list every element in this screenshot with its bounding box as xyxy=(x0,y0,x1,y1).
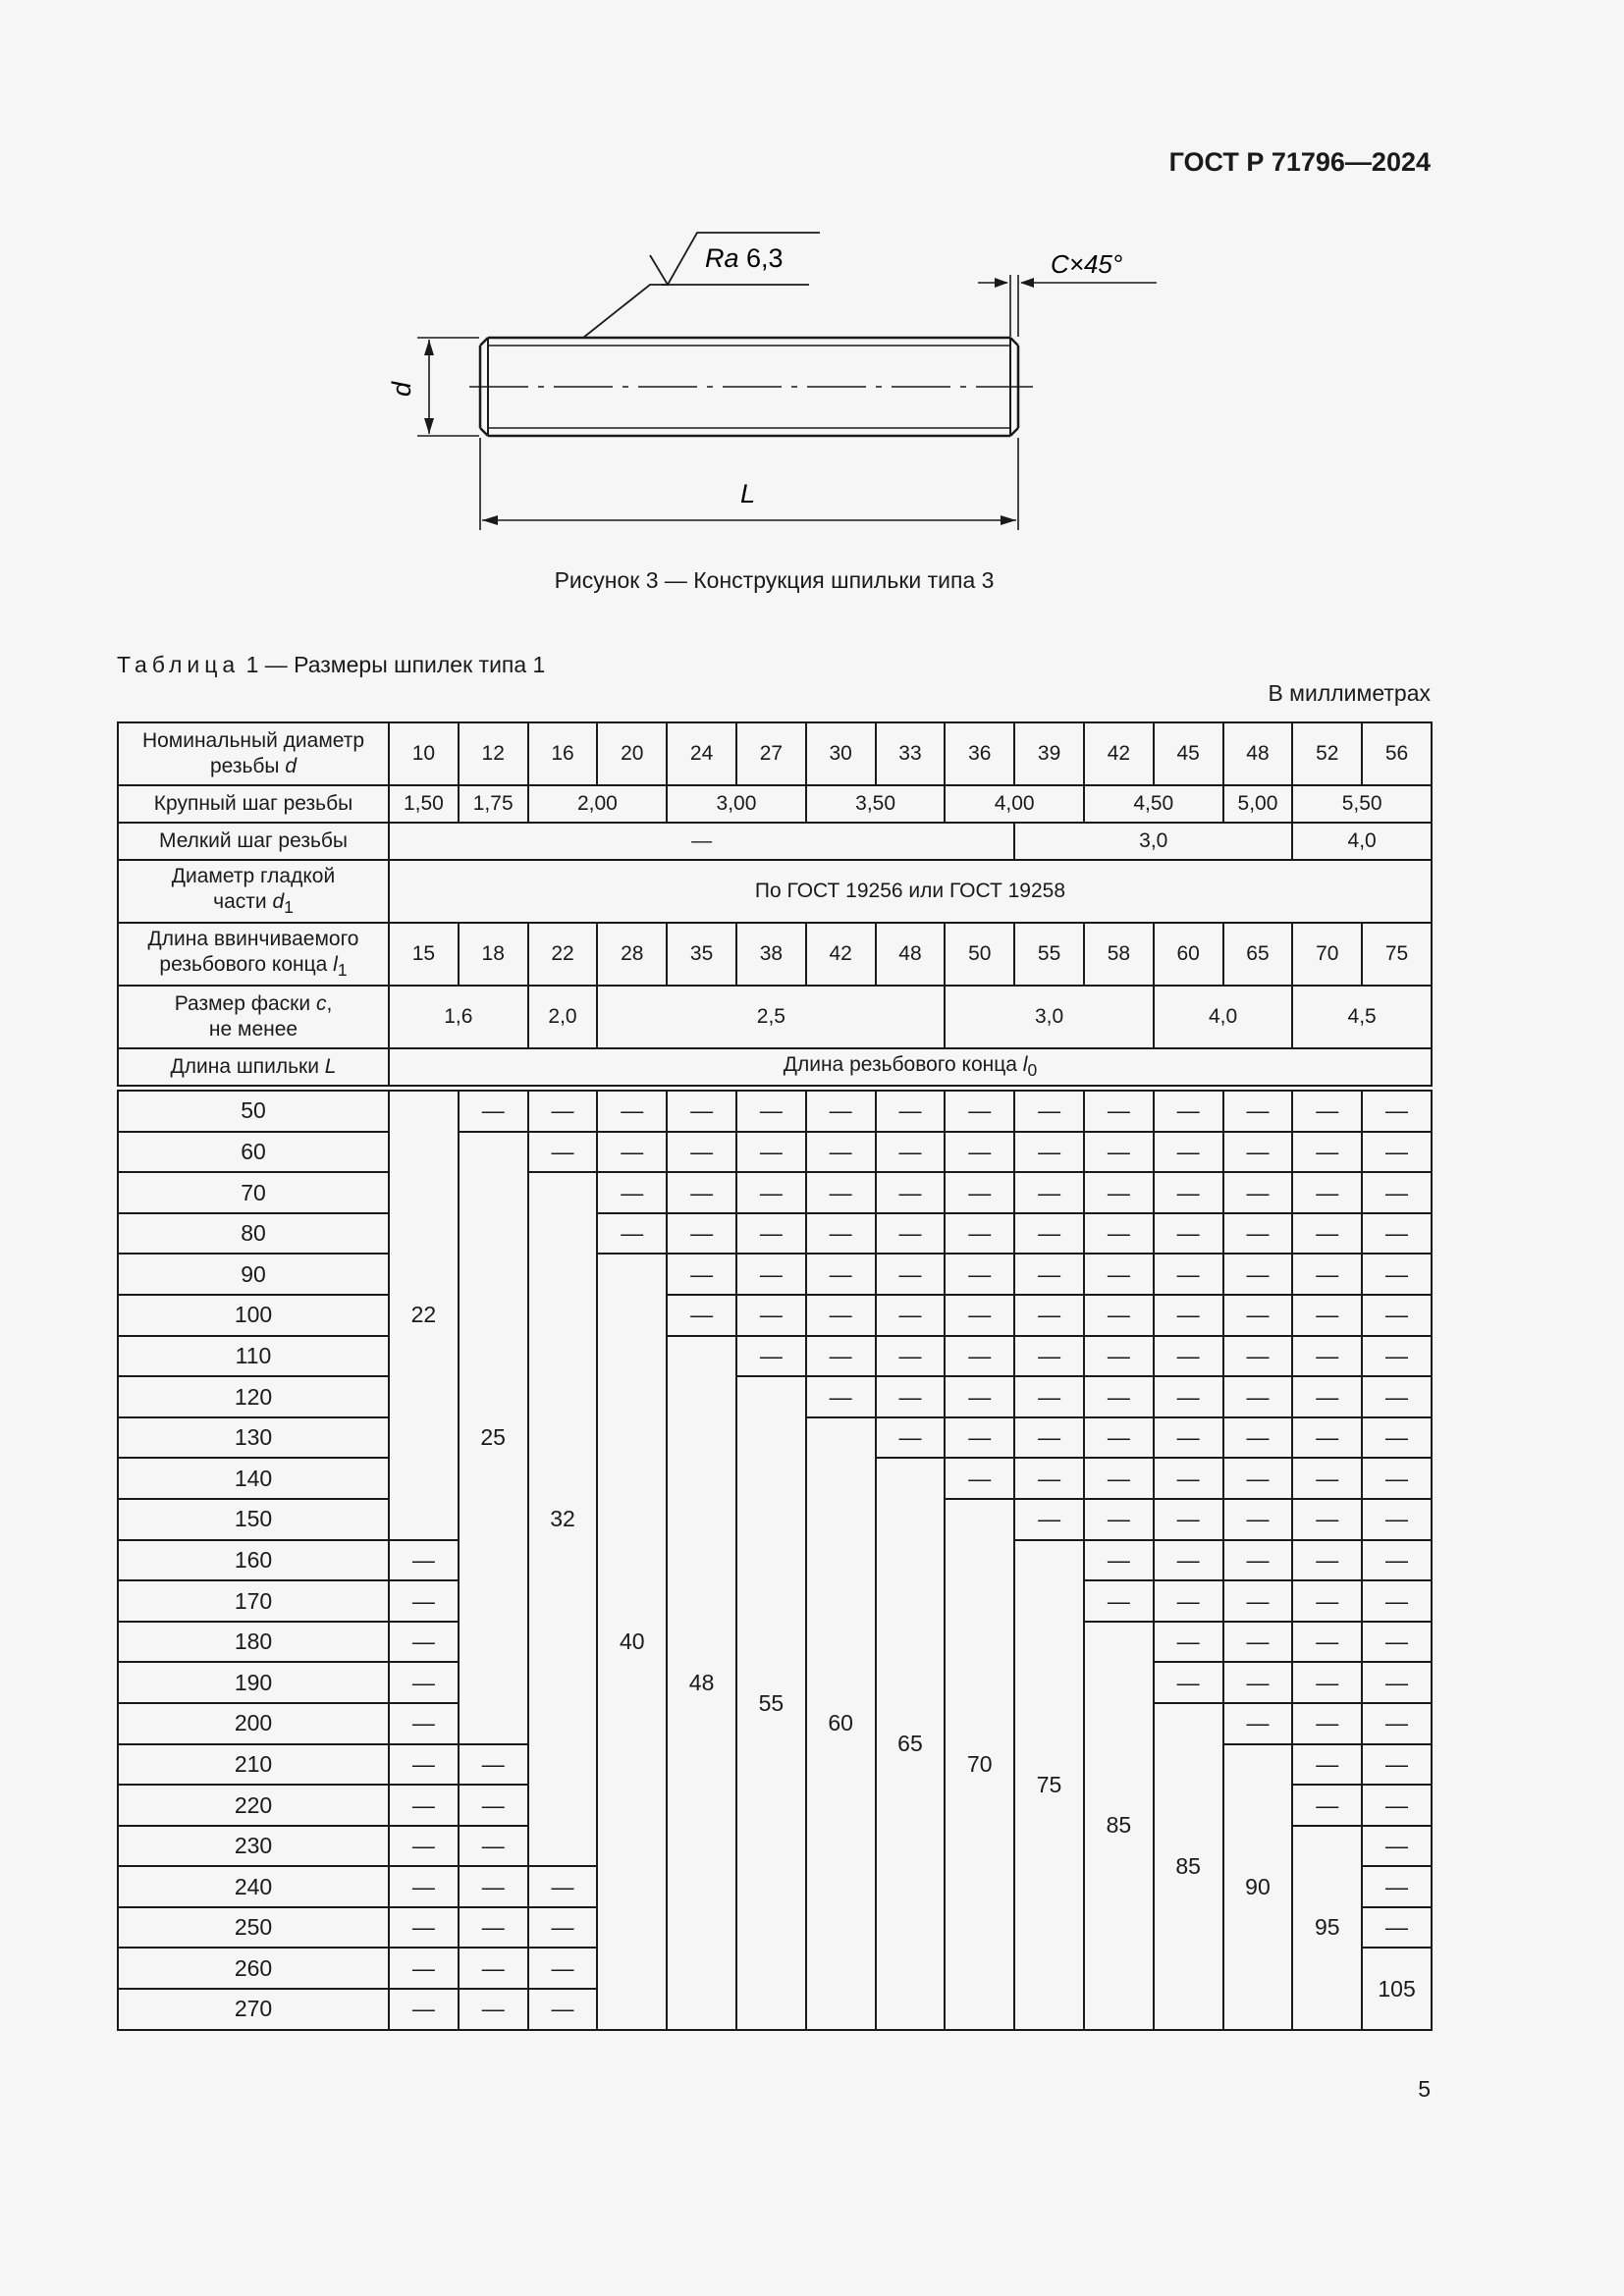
dash-cell: — xyxy=(1014,1417,1084,1459)
dash-cell: — xyxy=(1154,1458,1223,1499)
dash-cell: — xyxy=(1223,1458,1293,1499)
dash-cell: — xyxy=(1014,1254,1084,1295)
roughness-prefix: Ra xyxy=(705,243,739,273)
dash-cell: — xyxy=(1014,1132,1084,1173)
dash-cell: — xyxy=(459,1948,528,1989)
stud-length-cell: 110 xyxy=(118,1336,389,1377)
dash-cell: — xyxy=(1362,1213,1432,1255)
thread-length-cell: 48 xyxy=(667,1336,736,2030)
screw-in-length-cell: 18 xyxy=(459,923,528,986)
thread-length-cell: 40 xyxy=(597,1254,667,2029)
stud-dimensions-table xyxy=(117,721,1433,2031)
stud-length-cell: 130 xyxy=(118,1417,389,1459)
diameter-cell: 24 xyxy=(667,722,736,785)
dash-cell: — xyxy=(1362,1091,1432,1132)
dash-cell: — xyxy=(389,1744,459,1786)
smooth-diameter-cell: По ГОСТ 19256 или ГОСТ 19258 xyxy=(389,860,1432,923)
dash-cell: — xyxy=(876,1336,946,1377)
length-label: L xyxy=(740,479,756,508)
dash-cell: — xyxy=(459,1091,528,1132)
dash-cell: — xyxy=(1084,1580,1154,1622)
dash-cell: — xyxy=(1292,1458,1362,1499)
dash-cell: — xyxy=(1154,1376,1223,1417)
diameter-cell: 56 xyxy=(1362,722,1432,785)
dash-cell: — xyxy=(1223,1417,1293,1459)
chamfer-cell: 3,0 xyxy=(945,986,1153,1048)
dash-cell: — xyxy=(1292,1622,1362,1663)
dash-cell: — xyxy=(459,1907,528,1949)
dash-cell: — xyxy=(1292,1376,1362,1417)
dash-cell: — xyxy=(528,1132,598,1173)
dash-cell: — xyxy=(1084,1172,1154,1213)
row-label-nominal-diameter: Номинальный диаметр резьбы d xyxy=(118,722,389,785)
dash-cell: — xyxy=(528,1091,598,1132)
thread-length-cell: 25 xyxy=(459,1132,528,1744)
stud-length-cell: 60 xyxy=(118,1132,389,1173)
dash-cell: — xyxy=(806,1376,876,1417)
dash-cell: — xyxy=(389,1703,459,1744)
dash-cell: — xyxy=(1014,1295,1084,1336)
dash-cell: — xyxy=(1223,1295,1293,1336)
dash-cell: — xyxy=(945,1213,1014,1255)
coarse-pitch-cell: 3,00 xyxy=(667,785,806,823)
dash-cell: — xyxy=(389,1662,459,1703)
dash-cell: — xyxy=(1154,1254,1223,1295)
dash-cell: — xyxy=(667,1091,736,1132)
dash-cell: — xyxy=(1292,1213,1362,1255)
thread-length-cell: 105 xyxy=(1362,1948,1432,2029)
diameter-cell: 16 xyxy=(528,722,598,785)
dash-cell: — xyxy=(1223,1580,1293,1622)
screw-in-length-cell: 28 xyxy=(597,923,667,986)
chamfer-label: C×45° xyxy=(1051,249,1123,279)
dash-cell: — xyxy=(1084,1540,1154,1581)
dash-cell: — xyxy=(1362,1499,1432,1540)
dash-cell: — xyxy=(1223,1540,1293,1581)
stud-length-cell: 80 xyxy=(118,1213,389,1255)
dash-cell: — xyxy=(1084,1336,1154,1377)
dash-cell: — xyxy=(1292,1744,1362,1786)
table-title-word: Таблица xyxy=(117,652,241,677)
coarse-pitch-cell: 2,00 xyxy=(528,785,668,823)
screw-in-length-cell: 60 xyxy=(1154,923,1223,986)
dash-cell: — xyxy=(1292,1132,1362,1173)
dash-cell: — xyxy=(1362,1417,1432,1459)
dash-cell: — xyxy=(806,1336,876,1377)
dash-cell: — xyxy=(736,1254,806,1295)
dash-cell: — xyxy=(667,1132,736,1173)
dash-cell: — xyxy=(597,1172,667,1213)
row-label-fine-pitch: Мелкий шаг резьбы xyxy=(118,823,389,860)
dash-cell: — xyxy=(1362,1295,1432,1336)
diameter-cell: 39 xyxy=(1014,722,1084,785)
dash-cell: — xyxy=(1223,1254,1293,1295)
coarse-pitch-cell: 3,50 xyxy=(806,785,946,823)
dash-cell: — xyxy=(1084,1499,1154,1540)
thread-length-cell: 32 xyxy=(528,1172,598,1866)
dash-cell: — xyxy=(876,1295,946,1336)
dash-cell: — xyxy=(528,1948,598,1989)
dash-cell: — xyxy=(1084,1417,1154,1459)
stud-length-cell: 200 xyxy=(118,1703,389,1744)
dash-cell: — xyxy=(389,1948,459,1989)
dash-cell: — xyxy=(1362,1580,1432,1622)
dash-cell: — xyxy=(1362,1540,1432,1581)
dash-cell: — xyxy=(806,1132,876,1173)
stud-length-cell: 140 xyxy=(118,1458,389,1499)
screw-in-length-cell: 55 xyxy=(1014,923,1084,986)
dash-cell: — xyxy=(1362,1866,1432,1907)
dash-cell: — xyxy=(1362,1826,1432,1867)
stud-length-cell: 90 xyxy=(118,1254,389,1295)
stud-length-cell: 100 xyxy=(118,1295,389,1336)
dash-cell: — xyxy=(1292,1785,1362,1826)
diameter-cell: 27 xyxy=(736,722,806,785)
dash-cell: — xyxy=(1084,1254,1154,1295)
screw-in-length-cell: 75 xyxy=(1362,923,1432,986)
dash-cell: — xyxy=(945,1336,1014,1377)
dash-cell: — xyxy=(1154,1336,1223,1377)
table-row xyxy=(118,1172,1432,1213)
thread-length-cell: 60 xyxy=(806,1417,876,2030)
dash-cell: — xyxy=(1223,1662,1293,1703)
dash-cell: — xyxy=(806,1213,876,1255)
table-row xyxy=(118,1336,1432,1377)
stud-length-cell: 240 xyxy=(118,1866,389,1907)
dash-cell: — xyxy=(1362,1785,1432,1826)
dash-cell: — xyxy=(1014,1213,1084,1255)
dash-cell: — xyxy=(1223,1376,1293,1417)
dash-cell: — xyxy=(806,1295,876,1336)
table-title-rest: 1 — Размеры шпилек типа 1 xyxy=(245,652,546,677)
coarse-pitch-cell: 5,00 xyxy=(1223,785,1293,823)
dash-cell: — xyxy=(1084,1132,1154,1173)
dash-cell: — xyxy=(1223,1336,1293,1377)
dash-cell: — xyxy=(1362,1662,1432,1703)
dash-cell: — xyxy=(1223,1172,1293,1213)
dash-cell: — xyxy=(736,1213,806,1255)
dash-cell: — xyxy=(1084,1376,1154,1417)
dash-cell: — xyxy=(1362,1132,1432,1173)
page-number: 5 xyxy=(1418,2076,1431,2102)
units-note: В миллиметрах xyxy=(1268,680,1431,706)
thread-length-cell: 70 xyxy=(945,1499,1014,2030)
dash-cell: — xyxy=(1223,1091,1293,1132)
dash-cell: — xyxy=(459,1744,528,1786)
chamfer-cell: 2,0 xyxy=(528,986,598,1048)
figure-caption: Рисунок 3 — Конструкция шпильки типа 3 xyxy=(554,567,995,593)
dash-cell: — xyxy=(597,1132,667,1173)
table-row xyxy=(118,1213,1432,1255)
dash-cell: — xyxy=(1362,1172,1432,1213)
dash-cell: — xyxy=(1154,1622,1223,1663)
dash-cell: — xyxy=(1154,1662,1223,1703)
dash-cell: — xyxy=(876,1254,946,1295)
dash-cell: — xyxy=(1223,1132,1293,1173)
dash-cell: — xyxy=(1292,1540,1362,1581)
dash-cell: — xyxy=(1154,1295,1223,1336)
dash-cell: — xyxy=(528,1907,598,1949)
stud-length-cell: 190 xyxy=(118,1662,389,1703)
dash-cell: — xyxy=(1154,1213,1223,1255)
table-row xyxy=(118,722,1432,785)
dash-cell: — xyxy=(1154,1580,1223,1622)
dash-cell: — xyxy=(1084,1091,1154,1132)
dash-cell: — xyxy=(389,1785,459,1826)
dash-cell: — xyxy=(597,1213,667,1255)
table-row xyxy=(118,1376,1432,1417)
dash-cell: — xyxy=(597,1091,667,1132)
stud-length-cell: 230 xyxy=(118,1826,389,1867)
table-row xyxy=(118,785,1432,823)
dash-cell: — xyxy=(876,1417,946,1459)
dash-cell: — xyxy=(806,1091,876,1132)
thread-length-cell: 85 xyxy=(1154,1703,1223,2030)
dash-cell: — xyxy=(736,1172,806,1213)
dash-cell: — xyxy=(459,1785,528,1826)
dash-cell: — xyxy=(945,1132,1014,1173)
table-row xyxy=(118,1048,1432,1086)
row-label-stud-length: Длина шпильки L xyxy=(118,1048,389,1086)
standard-code: ГОСТ Р 71796—2024 xyxy=(1168,147,1431,177)
screw-in-length-cell: 38 xyxy=(736,923,806,986)
dash-cell: — xyxy=(876,1091,946,1132)
dash-cell: — xyxy=(736,1091,806,1132)
table-row xyxy=(118,923,1432,986)
diameter-label: d xyxy=(387,381,416,397)
thread-length-cell: 85 xyxy=(1084,1622,1154,2030)
stud-length-cell: 70 xyxy=(118,1172,389,1213)
dash-cell: — xyxy=(1014,1458,1084,1499)
dash-cell: — xyxy=(1223,1622,1293,1663)
dash-cell: — xyxy=(806,1172,876,1213)
stud-drawing xyxy=(0,0,1624,550)
diameter-cell: 33 xyxy=(876,722,946,785)
dash-cell: — xyxy=(945,1295,1014,1336)
dash-cell: — xyxy=(1292,1336,1362,1377)
thread-length-cell: 95 xyxy=(1292,1826,1362,2030)
stud-length-cell: 180 xyxy=(118,1622,389,1663)
screw-in-length-cell: 15 xyxy=(389,923,459,986)
row-label-smooth-diameter: Диаметр гладкой части $d_1$ xyxy=(118,860,389,923)
table-title xyxy=(117,652,545,678)
diameter-cell: 42 xyxy=(1084,722,1154,785)
dash-cell: — xyxy=(667,1295,736,1336)
chamfer-cell: 2,5 xyxy=(597,986,945,1048)
dash-cell: — xyxy=(667,1213,736,1255)
dash-cell: — xyxy=(945,1254,1014,1295)
dash-cell: — xyxy=(389,1622,459,1663)
stud-length-cell: 270 xyxy=(118,1989,389,2030)
fine-pitch-cell: — xyxy=(389,823,1014,860)
screw-in-length-cell: 58 xyxy=(1084,923,1154,986)
row-label-screw-in-length: Длина ввинчиваемого резьбового конца $l_1$ xyxy=(118,923,389,986)
stud-length-cell: 260 xyxy=(118,1948,389,1989)
dash-cell: — xyxy=(1362,1744,1432,1786)
dash-cell: — xyxy=(1292,1703,1362,1744)
thread-length-cell: 55 xyxy=(736,1376,806,2030)
dash-cell: — xyxy=(389,1826,459,1867)
row-label-chamfer: Размер фаски c, не менее xyxy=(118,986,389,1048)
dash-cell: — xyxy=(736,1336,806,1377)
dash-cell: — xyxy=(945,1417,1014,1459)
dash-cell: — xyxy=(1292,1662,1362,1703)
dash-cell: — xyxy=(736,1132,806,1173)
stud-length-cell: 210 xyxy=(118,1744,389,1786)
dash-cell: — xyxy=(1014,1336,1084,1377)
table-row xyxy=(118,1295,1432,1336)
dash-cell: — xyxy=(1362,1376,1432,1417)
dash-cell: — xyxy=(1292,1295,1362,1336)
dash-cell: — xyxy=(1014,1172,1084,1213)
dash-cell: — xyxy=(876,1132,946,1173)
dash-cell: — xyxy=(1154,1417,1223,1459)
dash-cell: — xyxy=(389,1989,459,2030)
table-row xyxy=(118,823,1432,860)
dash-cell: — xyxy=(1292,1254,1362,1295)
table-row xyxy=(118,860,1432,923)
dash-cell: — xyxy=(459,1826,528,1867)
fine-pitch-cell: 3,0 xyxy=(1014,823,1292,860)
dash-cell: — xyxy=(1154,1540,1223,1581)
table-row xyxy=(118,1132,1432,1173)
diameter-cell: 48 xyxy=(1223,722,1293,785)
dash-cell: — xyxy=(1292,1499,1362,1540)
stud-length-cell: 220 xyxy=(118,1785,389,1826)
dash-cell: — xyxy=(1362,1622,1432,1663)
dash-cell: — xyxy=(1223,1703,1293,1744)
stud-length-cell: 150 xyxy=(118,1499,389,1540)
dash-cell: — xyxy=(1292,1091,1362,1132)
dash-cell: — xyxy=(1362,1703,1432,1744)
dash-cell: — xyxy=(528,1989,598,2030)
diameter-cell: 10 xyxy=(389,722,459,785)
dash-cell: — xyxy=(1084,1213,1154,1255)
stud-length-cell: 50 xyxy=(118,1091,389,1132)
dash-cell: — xyxy=(1154,1499,1223,1540)
dash-cell: — xyxy=(389,1540,459,1581)
stud-length-cell: 160 xyxy=(118,1540,389,1581)
chamfer-cell: 1,6 xyxy=(389,986,528,1048)
stud-length-cell: 120 xyxy=(118,1376,389,1417)
dash-cell: — xyxy=(459,1989,528,2030)
coarse-pitch-cell: 4,00 xyxy=(945,785,1084,823)
dash-cell: — xyxy=(806,1254,876,1295)
roughness-value: 6,3 xyxy=(746,243,784,273)
coarse-pitch-cell: 5,50 xyxy=(1292,785,1432,823)
thread-end-length-header: Длина резьбового конца $l_0$ xyxy=(389,1048,1432,1086)
screw-in-length-cell: 35 xyxy=(667,923,736,986)
thread-length-cell: 22 xyxy=(389,1091,459,1540)
dash-cell: — xyxy=(1292,1580,1362,1622)
dash-cell: — xyxy=(528,1866,598,1907)
diameter-cell: 45 xyxy=(1154,722,1223,785)
dash-cell: — xyxy=(667,1172,736,1213)
screw-in-length-cell: 48 xyxy=(876,923,946,986)
dash-cell: — xyxy=(736,1295,806,1336)
row-label-coarse-pitch: Крупный шаг резьбы xyxy=(118,785,389,823)
diameter-cell: 30 xyxy=(806,722,876,785)
thread-length-cell: 75 xyxy=(1014,1540,1084,2030)
chamfer-cell: 4,5 xyxy=(1292,986,1432,1048)
table-row xyxy=(118,986,1432,1048)
diameter-cell: 52 xyxy=(1292,722,1362,785)
dash-cell: — xyxy=(876,1213,946,1255)
screw-in-length-cell: 70 xyxy=(1292,923,1362,986)
table-row xyxy=(118,1254,1432,1295)
dash-cell: — xyxy=(876,1172,946,1213)
dash-cell: — xyxy=(1362,1458,1432,1499)
dash-cell: — xyxy=(389,1866,459,1907)
dash-cell: — xyxy=(1084,1458,1154,1499)
table-row xyxy=(118,1091,1432,1132)
dash-cell: — xyxy=(1362,1254,1432,1295)
stud-length-cell: 250 xyxy=(118,1907,389,1949)
dash-cell: — xyxy=(1014,1499,1084,1540)
dash-cell: — xyxy=(389,1907,459,1949)
screw-in-length-cell: 42 xyxy=(806,923,876,986)
coarse-pitch-cell: 4,50 xyxy=(1084,785,1223,823)
dash-cell: — xyxy=(1154,1172,1223,1213)
coarse-pitch-cell: 1,50 xyxy=(389,785,459,823)
dash-cell: — xyxy=(1223,1213,1293,1255)
thread-length-cell: 65 xyxy=(876,1458,946,2029)
chamfer-cell: 4,0 xyxy=(1154,986,1293,1048)
diameter-cell: 12 xyxy=(459,722,528,785)
dash-cell: — xyxy=(389,1580,459,1622)
screw-in-length-cell: 22 xyxy=(528,923,598,986)
dash-cell: — xyxy=(1223,1499,1293,1540)
thread-length-cell: 90 xyxy=(1223,1744,1293,2030)
dash-cell: — xyxy=(1084,1295,1154,1336)
dash-cell: — xyxy=(945,1091,1014,1132)
dash-cell: — xyxy=(667,1254,736,1295)
screw-in-length-cell: 65 xyxy=(1223,923,1293,986)
dash-cell: — xyxy=(1362,1336,1432,1377)
fine-pitch-cell: 4,0 xyxy=(1292,823,1432,860)
dash-cell: — xyxy=(1154,1132,1223,1173)
dash-cell: — xyxy=(1014,1091,1084,1132)
dash-cell: — xyxy=(1292,1172,1362,1213)
screw-in-length-cell: 50 xyxy=(945,923,1014,986)
dash-cell: — xyxy=(1154,1091,1223,1132)
stud-length-cell: 170 xyxy=(118,1580,389,1622)
dash-cell: — xyxy=(459,1866,528,1907)
dash-cell: — xyxy=(945,1458,1014,1499)
dash-cell: — xyxy=(945,1172,1014,1213)
dash-cell: — xyxy=(1362,1907,1432,1949)
diameter-cell: 20 xyxy=(597,722,667,785)
dash-cell: — xyxy=(945,1376,1014,1417)
coarse-pitch-cell: 1,75 xyxy=(459,785,528,823)
diameter-cell: 36 xyxy=(945,722,1014,785)
dash-cell: — xyxy=(876,1376,946,1417)
dash-cell: — xyxy=(1014,1376,1084,1417)
dash-cell: — xyxy=(1292,1417,1362,1459)
